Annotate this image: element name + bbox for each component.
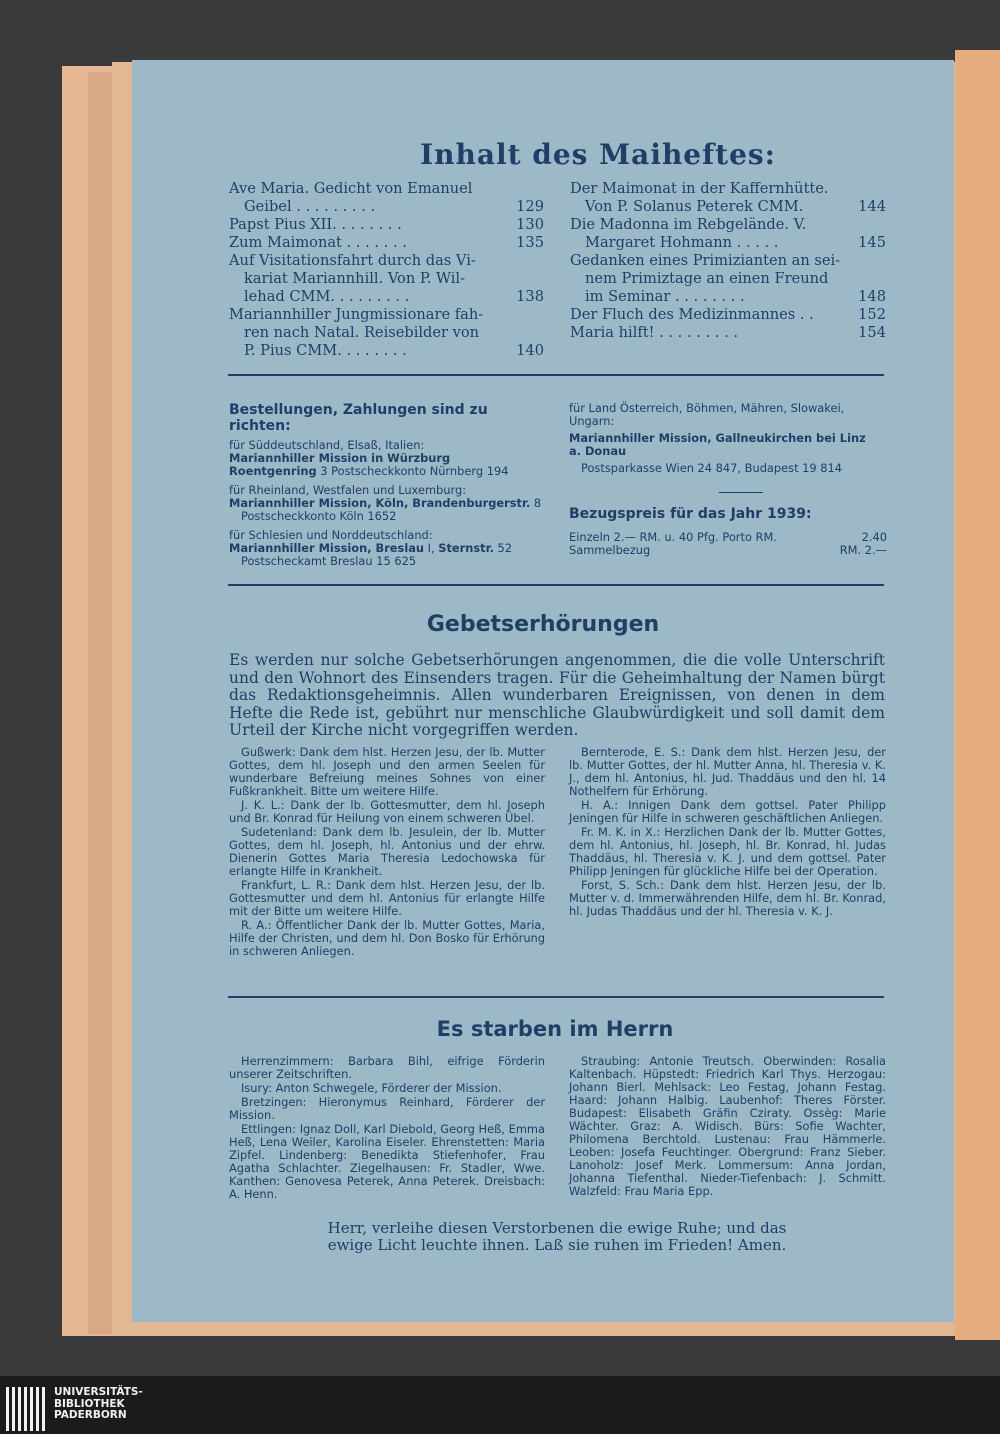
toc-entry [570, 198, 886, 216]
toc-entry [570, 288, 886, 306]
toc-entry-text: Gedanken eines Primizianten an sei- [570, 252, 841, 269]
gebet-entry: Sudetenland: Dank dem lb. Jesulein, der lb. Mutter Gottes, dem hl. Joseph, hl. Antonius und der ehrw. Dienerin Gottes Maria Theresia Ledochowska für erlangte Hilfe in Krankheit. [229, 825, 545, 878]
toc-entry-text: Ave Maria. Gedicht von Emanuel [229, 180, 473, 197]
closing-line: Herr, verleihe diesen Verstorbenen die ewige Ruhe; und das [327, 1219, 787, 1237]
orders-account: Postsparkasse Wien 24 847, Budapest 19 814 [581, 461, 843, 475]
toc-page-number: 144 [858, 198, 886, 215]
obituary-entry: Isury: Anton Schwegele, Förderer der Mission. [241, 1081, 502, 1095]
orders-account: 3 Postscheckkonto Nürnberg 194 [316, 464, 509, 478]
section-title-gebet: Gebetserhörungen [426, 612, 660, 637]
toc-entry-text: Geibel . . . . . . . . . [244, 198, 376, 215]
price-value: 2.40 [861, 530, 887, 544]
toc-page-number: 148 [858, 288, 886, 305]
toc-entry [229, 180, 544, 198]
price-value: RM. 2.— [839, 543, 887, 557]
toc-entry-text: Margaret Hohmann . . . . . [585, 234, 779, 251]
toc-entry-text: Der Fluch des Medizinmannes . . [570, 306, 814, 323]
toc-left-column [229, 180, 544, 360]
toc-entry [229, 252, 544, 270]
closing-line: ewige Licht leuchte ihnen. Laß sie ruhen im Frieden! Amen. [327, 1236, 787, 1254]
gebet-entry: J. K. L.: Dank der lb. Gottesmutter, dem hl. Joseph und Br. Konrad für Heilung von einem schweren Übel. [229, 798, 545, 825]
toc-entry [570, 324, 886, 342]
divider [228, 996, 884, 998]
toc-entry [570, 306, 886, 324]
orders-address: Mariannhiller Mission, Köln, Brandenburgerstr. [229, 496, 531, 510]
toc-entry-text: Zum Maimonat . . . . . . . [229, 234, 407, 251]
price-title: Bezugspreis für das Jahr 1939: [569, 506, 812, 522]
toc-entry [229, 234, 544, 252]
toc-page-number: 135 [516, 234, 544, 251]
obituary-entry: Ettlingen: Ignaz Doll, Karl Diebold, Georg Heß, Emma Heß, Lena Weiler, Karolina Eiseler. Ehrenstetten: Maria Zipfel. Lindenberg: Benedikta Stiefenhofer, Frau Agatha Schlachter. Ziegelhausen: Fr. Stadler, Wwe. Kanthen: Genovesa Peterek, Anna Peterek. Dreisbach: A. Henn. [229, 1122, 545, 1201]
toc-page-number: 152 [858, 306, 886, 323]
toc-page-number: 145 [858, 234, 886, 251]
toc-entry [229, 342, 544, 360]
gebet-entry: Gußwerk: Dank dem hlst. Herzen Jesu, der lb. Mutter Gottes, dem hl. Joseph und den armen Seelen für wunderbare Befreiung meines Sohnes von einer Fußkrankheit. Bitte um weitere Hilfe. [229, 745, 545, 798]
toc-entry [570, 180, 886, 198]
toc-entry-text: nem Primiztage an einen Freund [585, 270, 829, 287]
library-name [54, 1387, 143, 1422]
toc-entry-text: P. Pius CMM. . . . . . . . [244, 342, 407, 359]
orders-number: 52 [493, 541, 513, 555]
toc-entry-text: Maria hilft! . . . . . . . . . [570, 324, 738, 341]
gebet-entry: Frankfurt, L. R.: Dank dem hlst. Herzen Jesu, der lb. Gottesmutter und dem hl. Antonius für erlangte Hilfe mit der Bitte um weitere Hilfe. [229, 878, 545, 918]
orders-number: I, [424, 541, 439, 555]
library-logo-icon [6, 1387, 48, 1431]
toc-page-number: 140 [516, 342, 544, 359]
gebet-entry: R. A.: Öffentlicher Dank der lb. Mutter Gottes, Maria, Hilfe der Christen, und dem hl. Don Bosko für Erhörung in schweren Anliegen. [229, 918, 545, 958]
orders-street: Roentgenring [229, 464, 317, 478]
toc-entry [229, 270, 544, 288]
toc-entry [570, 270, 886, 288]
toc-page-number: 129 [516, 198, 544, 215]
orders-right-block [569, 402, 887, 557]
orders-line: für Rheinland, Westfalen und Luxemburg: [229, 483, 467, 497]
orders-address: Mariannhiller Mission, Breslau [229, 541, 425, 555]
divider [228, 374, 884, 376]
starben-left-column [229, 1055, 545, 1202]
toc-entry-text: ren nach Natal. Reisebilder von [244, 324, 480, 341]
gebet-intro: Es werden nur solche Gebetserhörungen angenommen, die die volle Unterschrift und den Wohnort des Einsenders tragen. Für die Geheimhaltung der Namen bürgt das Redaktionsgeheimnis. Allen wunderbaren Ereignissen, von denen in dem Hefte die Rede ist, gebührt nur menschliche Glaubwürdigkeit und soll damit dem Urteil der Kirche nicht vorgegriffen werden. [229, 651, 885, 739]
gebet-left-column [229, 746, 545, 959]
orders-address: a. Donau [569, 444, 627, 458]
toc-entry [229, 324, 544, 342]
obituary-entry: Herrenzimmern: Barbara Bihl, eifrige Förderin unserer Zeitschriften. [229, 1054, 545, 1081]
toc-entry [229, 216, 544, 234]
toc-entry-text: Von P. Solanus Peterek CMM. [585, 198, 804, 215]
toc-entry-text: kariat Mariannhill. Von P. Wil- [244, 270, 466, 287]
toc-right-column [570, 180, 886, 342]
orders-account: Postscheckkonto Köln 1652 [241, 509, 397, 523]
toc-entry [570, 234, 886, 252]
obituary-entry: Bretzingen: Hieronymus Reinhard, Förderer der Mission. [229, 1095, 545, 1122]
toc-entry-text: Der Maimonat in der Kaffernhütte. [570, 180, 829, 197]
orders-street: Sternstr. [438, 541, 494, 555]
toc-entry-text: Papst Pius XII. . . . . . . . [229, 216, 402, 233]
toc-entry-text: im Seminar . . . . . . . . [585, 288, 745, 305]
gebet-entry: Bernterode, E. S.: Dank dem hlst. Herzen Jesu, der lb. Mutter Gottes, der hl. Mutter Anna, hl. Theresia v. K. J., dem hl. Antonius, hl. Jud. Thaddäus und den hl. 14 Nothelfern für Erhörung. [569, 745, 886, 798]
library-name-line: UNIVERSITÄTS- [54, 1386, 143, 1398]
gebet-entry: Fr. M. K. in X.: Herzlichen Dank der lb. Mutter Gottes, dem hl. Antonius, hl. Joseph, hl. Br. Konrad, hl. Judas Thaddäus, hl. Theresia v. K. J. und dem gottsel. Pater Philipp Jeningen für glückliche Hilfe bei der Operation. [569, 825, 886, 878]
gebet-entry: H. A.: Innigen Dank dem gottsel. Pater Philipp Jeningen für Hilfe in schweren geschäftlichen Anliegen. [569, 798, 886, 825]
library-footer [0, 1376, 1000, 1434]
short-divider [719, 492, 763, 493]
orders-block [229, 402, 547, 568]
orders-address: Mariannhiller Mission, Gallneukirchen bei Linz [569, 431, 866, 445]
orders-line: Ungarn: [569, 414, 615, 428]
toc-page-number: 154 [858, 324, 886, 341]
starben-right-column [569, 1055, 886, 1199]
price-bulk: Sammelbezug [569, 543, 651, 557]
toc-entry [229, 198, 544, 216]
library-name-line: BIBLIOTHEK [54, 1397, 125, 1410]
library-name-line: PADERBORN [54, 1409, 127, 1421]
toc-entry-text: Auf Visitationsfahrt durch das Vi- [229, 252, 476, 269]
toc-page-number: 130 [516, 216, 544, 233]
toc-entry [570, 252, 886, 270]
orders-line: für Land Österreich, Böhmen, Mähren, Slowakei, [569, 401, 845, 415]
toc-entry [229, 306, 544, 324]
orders-line: für Schlesien und Norddeutschland: [229, 528, 433, 542]
toc-entry-text: lehad CMM. . . . . . . . . [244, 288, 410, 305]
orders-number: 8 [530, 496, 542, 510]
toc-entry [570, 216, 886, 234]
obituary-entry: Straubing: Antonie Treutsch. Oberwinden: Rosalia Kaltenbach. Hüpstedt: Friedrich Karl Thys. Herzogau: Johann Bierl. Mehlsack: Leo Festag, Johann Festag. Haard: Johann Halbig. Laubenhof: Theres Förster. Budapest: Elisabeth Gräfin Cziraty. Ossèg: Marie Wächter. Graz: A. Widisch. Bürs: Sofie Wachter, Philomena Berchtold. Lustenau: Frau Hämmerle. Leoben: Josefa Feuchtinger. Obergrund: Franz Sieber. Lanoholz: Josef Merk. Lommersum: Anna Jordan, Johanna Tiefenthal. Nieder-Tiefenbach: J. Schmitt. Walzfeld: Frau Maria Epp. [569, 1054, 886, 1198]
orders-title: Bestellungen, Zahlungen sind zu richten: [229, 402, 488, 434]
orders-account: Postscheckamt Breslau 15 625 [241, 554, 417, 568]
gebet-right-column [569, 746, 886, 919]
orders-line: für Süddeutschland, Elsaß, Italien: [229, 438, 425, 452]
toc-title: Inhalt des Maiheftes: [420, 138, 777, 171]
divider [228, 584, 884, 586]
gebet-entry: Forst, S. Sch.: Dank dem hlst. Herzen Jesu, der lb. Mutter v. d. Immerwährenden Hilfe, dem hl. Br. Konrad, hl. Judas Thaddäus und der hl. Theresia v. K. J. [569, 878, 886, 918]
toc-entry [229, 288, 544, 306]
toc-entry-text: Mariannhiller Jungmissionare fah- [229, 306, 484, 323]
section-title-starben: Es starben im Herrn [436, 1017, 674, 1041]
toc-page-number: 138 [516, 288, 544, 305]
toc-entry-text: Die Madonna im Rebgelände. V. [570, 216, 807, 233]
price-single: Einzeln 2.— RM. u. 40 Pfg. Porto RM. [569, 530, 777, 544]
closing-prayer [229, 1220, 885, 1254]
facing-page-edge [955, 50, 1000, 1340]
orders-address: Mariannhiller Mission in Würzburg [229, 451, 451, 465]
